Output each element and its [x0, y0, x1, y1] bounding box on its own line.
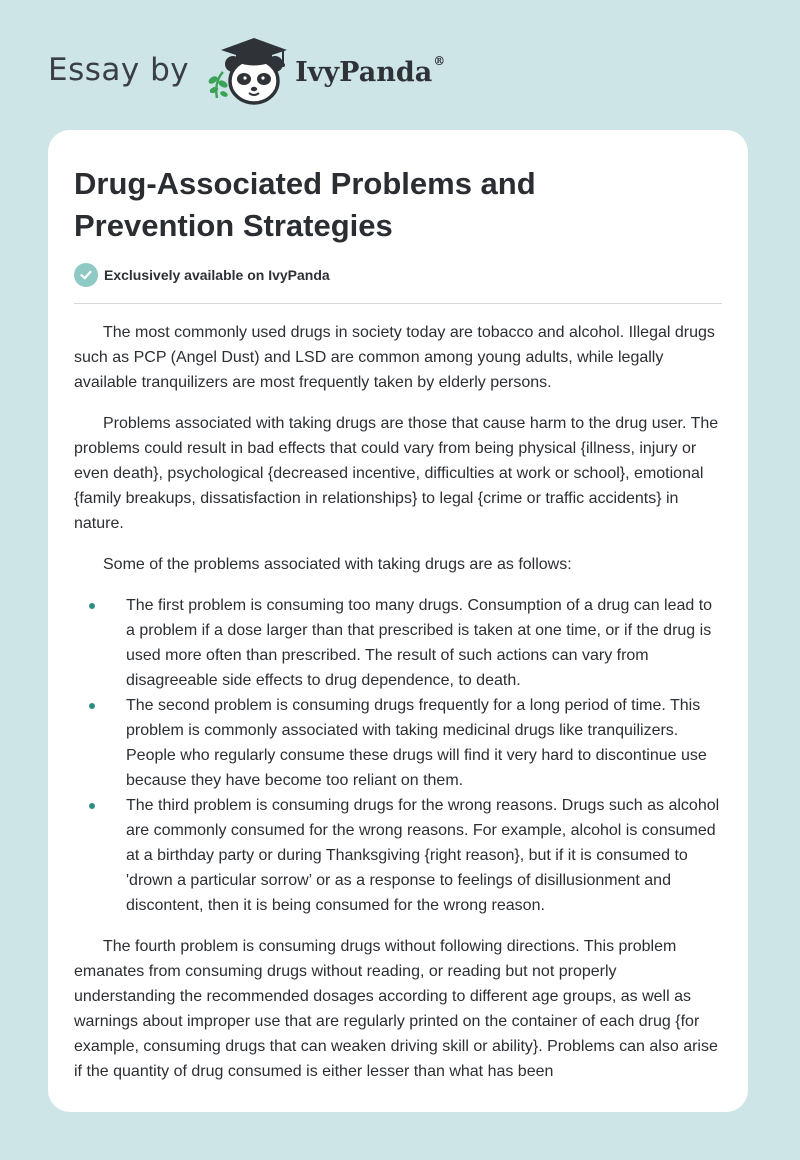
- problems-list: [74, 593, 722, 918]
- paragraph: Some of the problems associated with taking drugs are as follows:: [103, 556, 572, 573]
- exclusive-label: Exclusively available on IvyPanda: [104, 267, 330, 283]
- essay-card: [48, 130, 748, 1112]
- essay-by-label: Essay by: [48, 52, 190, 88]
- paragraph: Problems associated with taking drugs are those that cause harm to the drug user. The problems could result in bad effects that could vary from being physical {illness, injury or even death}, psychological {decreased incentive, difficulties at work or school}, emotional {family breakups, dissatisfaction in relationships} to legal {crime or traffic accidents} in nature.: [74, 415, 719, 532]
- site-header: [48, 34, 445, 106]
- list-item: The first problem is consuming too many drugs. Consumption of a drug can lead to a problem if a dose larger than that prescribed is taken at one time, or if the drug is used more often than prescribed. The result of such actions can vary from disagreeable side effects to drug dependence, to death.: [74, 593, 722, 693]
- paragraph: The fourth problem is consuming drugs without following directions. This problem emanates from consuming drugs without reading, or reading but not properly understanding the recommended dosages according to different age groups, as well as warnings about improper use that are regularly printed on the container of each drug {for example, consuming drugs that can weaken driving skill or ability}. Problems can also arise if the quantity of drug consumed is either lesser than what has been: [74, 938, 718, 1080]
- brand-name-text: IvyPanda: [295, 56, 433, 88]
- divider: [74, 303, 722, 304]
- list-item: The third problem is consuming drugs for the wrong reasons. Drugs such as alcohol are commonly consumed for the wrong reasons. For example, alcohol is consumed at a birthday party or during Thanksgiving {right reason}, but if it is consumed to 'drown a particular sorrow’ or as a response to feelings of disillusionment and discontent, then it is being consumed for the wrong reason.: [74, 793, 722, 918]
- panda-graduate-icon[interactable]: [203, 34, 293, 106]
- brand-name[interactable]: [295, 53, 446, 88]
- check-circle-icon: [74, 263, 98, 287]
- list-item: The second problem is consuming drugs frequently for a long period of time. This problem is commonly associated with taking medicinal drugs like tranquilizers. People who regularly consume these drugs will find it very hard to discontinue use because they have become too reliant on them.: [74, 693, 722, 793]
- registered-mark: ®: [433, 53, 446, 68]
- paragraph: The most commonly used drugs in society today are tobacco and alcohol. Illegal drugs such as PCP (Angel Dust) and LSD are common among young adults, while legally available tranquilizers are most frequently taken by elderly persons.: [74, 324, 715, 391]
- article-body: [74, 320, 722, 1100]
- page-title: Drug-Associated Problems and Prevention Strategies: [74, 166, 536, 243]
- exclusive-badge: [74, 263, 330, 287]
